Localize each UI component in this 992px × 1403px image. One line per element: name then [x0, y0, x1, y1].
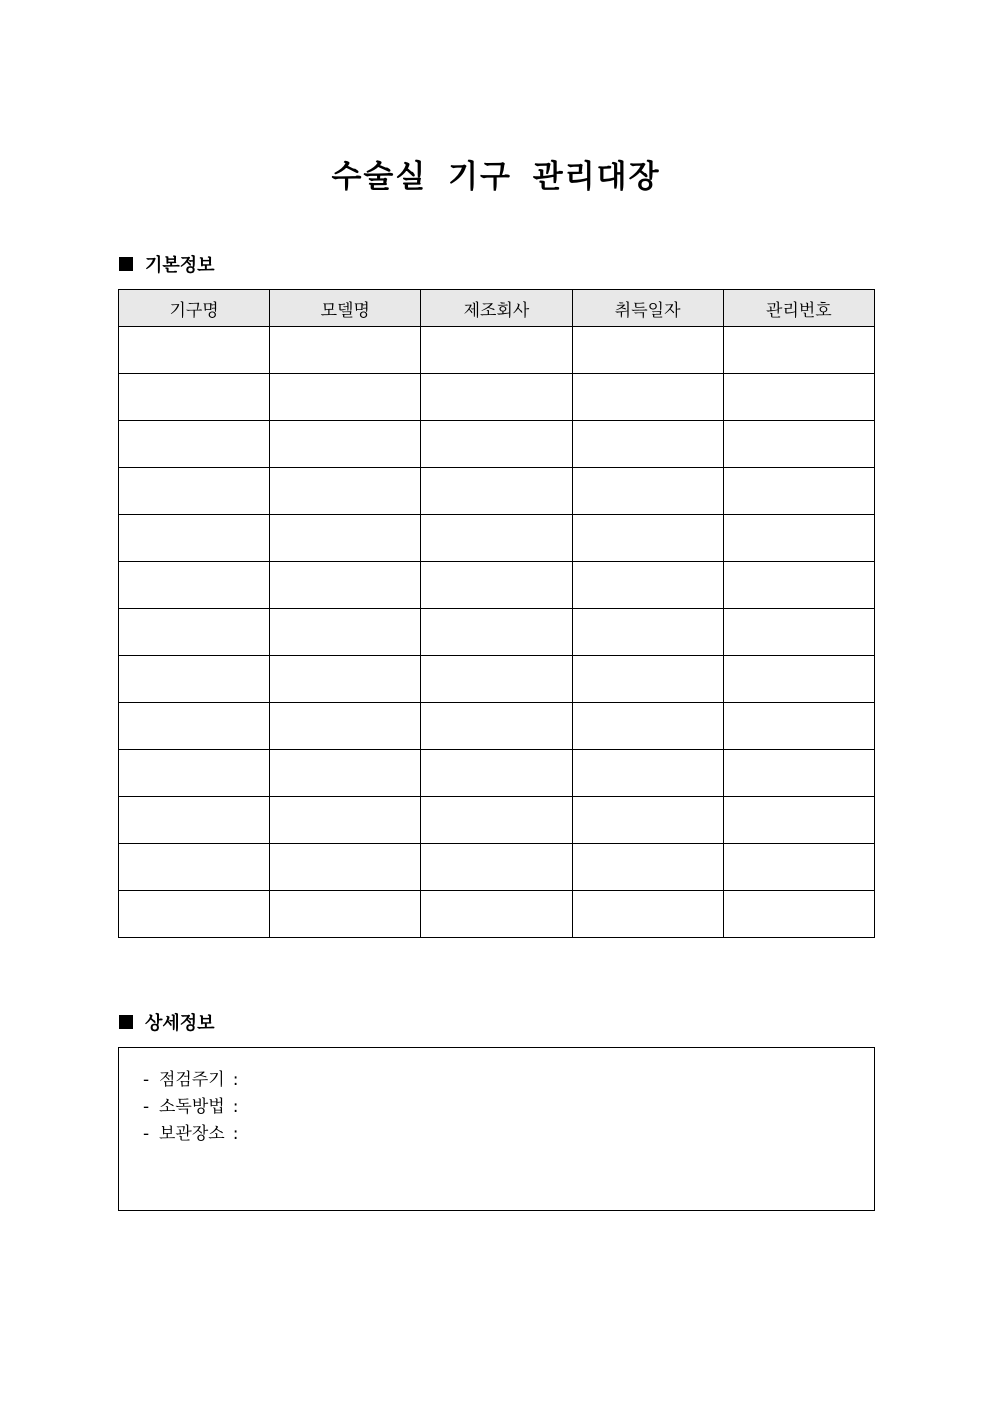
table-cell[interactable] [723, 844, 874, 891]
square-bullet-icon [119, 257, 133, 271]
table-cell[interactable] [723, 891, 874, 938]
detail-item-inspection-cycle: - 점검주기 : [143, 1070, 239, 1090]
table-cell[interactable] [270, 656, 421, 703]
square-bullet-icon [119, 1015, 133, 1029]
table-cell[interactable] [270, 468, 421, 515]
table-cell[interactable] [421, 656, 572, 703]
detail-item-label: 소독방법 [159, 1097, 225, 1117]
detail-item-label: 보관장소 [159, 1124, 225, 1144]
page-title: 수술실 기구 관리대장 [331, 158, 661, 195]
basic-info-heading [119, 251, 215, 277]
table-row [119, 374, 875, 421]
table-cell[interactable] [119, 750, 270, 797]
table-cell[interactable] [572, 515, 723, 562]
table-cell[interactable] [270, 750, 421, 797]
table-cell[interactable] [119, 515, 270, 562]
detail-info-heading [119, 1009, 215, 1035]
table-row [119, 750, 875, 797]
table-row [119, 609, 875, 656]
table-cell[interactable] [723, 750, 874, 797]
table-row [119, 421, 875, 468]
table-cell[interactable] [723, 515, 874, 562]
table-cell[interactable] [270, 515, 421, 562]
table-cell[interactable] [421, 421, 572, 468]
table-cell[interactable] [723, 797, 874, 844]
table-cell[interactable] [119, 703, 270, 750]
table-cell[interactable] [572, 750, 723, 797]
table-cell[interactable] [421, 468, 572, 515]
detail-item-label: 점검주기 [159, 1070, 225, 1090]
table-cell[interactable] [572, 327, 723, 374]
table-cell[interactable] [270, 562, 421, 609]
table-header-row [119, 290, 875, 327]
column-header-equipment-name: 기구명 [119, 290, 270, 327]
table-cell[interactable] [119, 609, 270, 656]
detail-item-storage-location: - 보관장소 : [143, 1124, 239, 1144]
table-cell[interactable] [270, 327, 421, 374]
table-cell[interactable] [572, 656, 723, 703]
table-cell[interactable] [723, 374, 874, 421]
table-cell[interactable] [421, 797, 572, 844]
column-header-manufacturer: 제조회사 [421, 290, 572, 327]
table-cell[interactable] [119, 327, 270, 374]
table-cell[interactable] [723, 421, 874, 468]
table-cell[interactable] [119, 797, 270, 844]
column-header-model-name: 모델명 [270, 290, 421, 327]
basic-info-table [118, 289, 875, 938]
table-cell[interactable] [723, 656, 874, 703]
table-row [119, 703, 875, 750]
table-cell[interactable] [421, 562, 572, 609]
table-cell[interactable] [119, 891, 270, 938]
table-cell[interactable] [572, 844, 723, 891]
table-cell[interactable] [421, 515, 572, 562]
column-header-management-number: 관리번호 [723, 290, 874, 327]
table-cell[interactable] [421, 327, 572, 374]
table-cell[interactable] [421, 703, 572, 750]
basic-info-table-body [119, 327, 875, 938]
table-row [119, 327, 875, 374]
table-cell[interactable] [572, 797, 723, 844]
table-cell[interactable] [572, 421, 723, 468]
table-cell[interactable] [723, 468, 874, 515]
table-row [119, 515, 875, 562]
column-header-acquisition-date: 취득일자 [572, 290, 723, 327]
table-cell[interactable] [421, 891, 572, 938]
table-cell[interactable] [119, 374, 270, 421]
basic-info-heading-label: 기본정보 [145, 255, 215, 276]
table-cell[interactable] [119, 468, 270, 515]
table-cell[interactable] [572, 562, 723, 609]
detail-item-disinfection-method: - 소독방법 : [143, 1097, 239, 1117]
table-cell[interactable] [270, 421, 421, 468]
table-cell[interactable] [421, 374, 572, 421]
table-cell[interactable] [572, 609, 723, 656]
table-cell[interactable] [723, 327, 874, 374]
table-cell[interactable] [270, 703, 421, 750]
table-cell[interactable] [421, 609, 572, 656]
table-cell[interactable] [119, 656, 270, 703]
table-row [119, 891, 875, 938]
table-cell[interactable] [270, 891, 421, 938]
table-cell[interactable] [119, 562, 270, 609]
table-cell[interactable] [119, 421, 270, 468]
table-cell[interactable] [572, 468, 723, 515]
table-cell[interactable] [421, 844, 572, 891]
table-cell[interactable] [723, 562, 874, 609]
table-cell[interactable] [270, 844, 421, 891]
table-row [119, 844, 875, 891]
detail-info-heading-label: 상세정보 [145, 1013, 215, 1034]
table-cell[interactable] [723, 703, 874, 750]
table-cell[interactable] [572, 891, 723, 938]
table-cell[interactable] [270, 797, 421, 844]
table-cell[interactable] [119, 844, 270, 891]
table-row [119, 656, 875, 703]
detail-info-box [118, 1047, 875, 1211]
table-row [119, 797, 875, 844]
detail-info-list [119, 1048, 874, 1148]
table-cell[interactable] [270, 609, 421, 656]
table-cell[interactable] [421, 750, 572, 797]
table-row [119, 562, 875, 609]
table-cell[interactable] [723, 609, 874, 656]
table-cell[interactable] [572, 374, 723, 421]
table-row [119, 468, 875, 515]
table-cell[interactable] [270, 374, 421, 421]
table-cell[interactable] [572, 703, 723, 750]
